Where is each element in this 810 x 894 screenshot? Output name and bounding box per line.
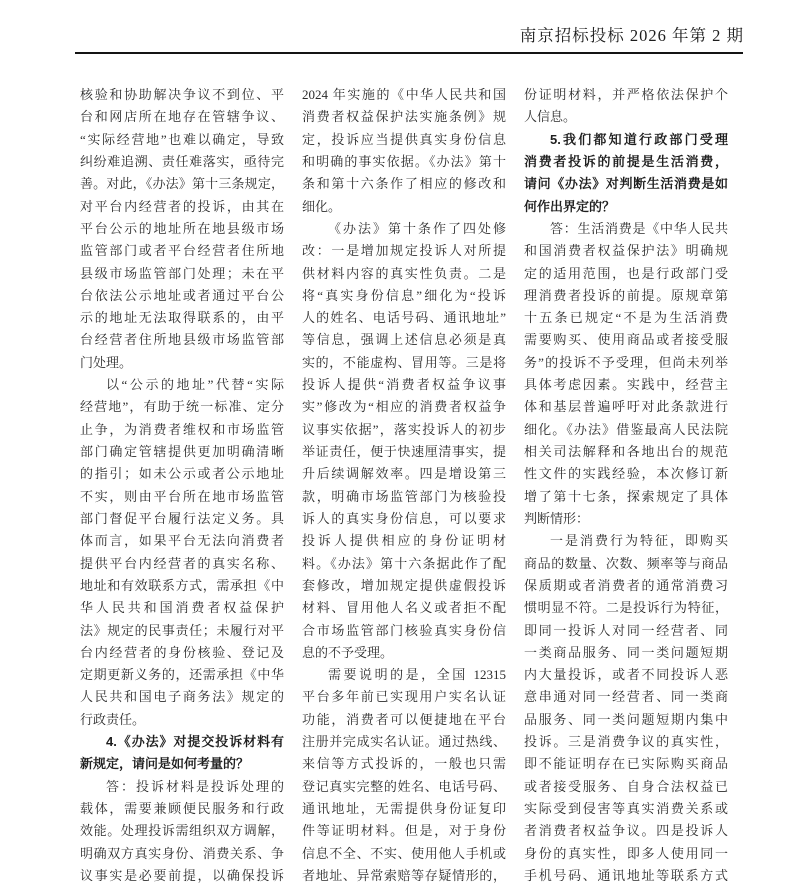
body-text-line: 平台公示的地址所在地县级市场 — [80, 220, 284, 236]
body-text-line: 答：生活消费是《中华人民共 — [550, 220, 728, 236]
body-text-line: 纠纷难追溯、责任难落实，亟待完 — [80, 153, 284, 169]
body-text-line: 投诉。三是消费争议的真实性， — [524, 734, 728, 750]
journal-issue-title: 南京招标投标 2026 年第 2 期 — [519, 26, 744, 45]
body-text-line: 惯明显不符。二是投诉行为特征， — [524, 600, 728, 616]
body-text-line: 体而言，如果平台无法向消费者 — [80, 533, 284, 549]
body-text-line: 理消费者投诉的前提。原规章第 — [524, 287, 728, 303]
body-text-line: 条和第十六条作了相应的修改和 — [302, 176, 506, 192]
body-text-line: 华人民共和国消费者权益保护 — [80, 600, 284, 616]
body-text-line: 明确双方真实身份、消费关系、争 — [80, 845, 284, 861]
body-text-line: 议事实依据”，落实投诉人的初步 — [302, 421, 506, 437]
body-text-line: “实际经营地”也难以确定，导致 — [80, 131, 284, 147]
question-heading-line: 新规定，请问是如何考量的？ — [80, 756, 250, 772]
body-text-line: 具体考虑因素。实践中，经营主 — [524, 377, 728, 393]
question-heading-line: 4.《办法》对提交投诉材料有 — [106, 734, 284, 750]
body-text-line: 供材料内容的真实性负责。二是 — [302, 265, 506, 281]
body-text-line: 2024 年实施的《中华人民共和国 — [302, 87, 506, 102]
body-text-line: 实”修改为“相应的消费者权益争 — [302, 399, 506, 415]
body-text-line: 人民共和国电子商务法》规定的 — [80, 689, 284, 705]
body-text-line: 和明确的事实依据。《办法》第十 — [302, 153, 506, 169]
body-text-line: 通讯地址，无需提供身份证复印 — [302, 801, 506, 816]
body-text-line: 注册并完成实名认证。通过热线、 — [302, 734, 506, 750]
body-text-line: 细化。 — [302, 198, 342, 214]
body-text-line: 善。对此，《办法》第十三条规定， — [80, 176, 284, 192]
body-text-line: 和国消费者权益保护法》明确规 — [524, 243, 728, 259]
body-text-line: 门处理。 — [80, 354, 133, 370]
body-text-line: 等信息，强调上述信息必须是真 — [302, 332, 506, 348]
body-text-line: 定，投诉应当提供真实身份信息 — [302, 131, 506, 147]
body-text-line: 投诉人提供相应的身份证明材 — [302, 533, 506, 549]
body-text-line: 《办法》第十条作了四处修 — [328, 220, 506, 236]
body-text-line: 来信等方式投诉的，一般也只需 — [302, 756, 506, 772]
body-text-line: 答：投诉材料是投诉处理的 — [106, 778, 284, 794]
body-text-line: 务”的投诉不予受理，但尚未列举 — [524, 354, 728, 370]
body-text-line: 法》规定的民事责任；未履行对平 — [80, 622, 284, 638]
body-text-line: 信息不全、不实、使用他人手机或 — [302, 845, 506, 861]
body-text-line: 对平台内经营者的投诉，由其在 — [80, 198, 284, 214]
body-text-line: 内大量投诉，或者不同投诉人恶 — [524, 667, 728, 683]
body-text-line: 即不能证明存在已实际购买商品 — [524, 756, 728, 772]
body-text-line: 议事实是必要前提，以确保投诉 — [80, 867, 284, 883]
body-text-line: 台经营者住所地县级市场监管部 — [80, 332, 284, 348]
body-text-line: 定期更新义务的，还需承担《中华 — [80, 667, 284, 683]
body-text-line: 实的，不能虚构、冒用等。三是将 — [302, 354, 506, 370]
body-text-line: 保质期或者消费者的通常消费习 — [524, 577, 728, 593]
body-text-line: 的指引；如未公示或者公示地址 — [80, 466, 284, 482]
body-text-line: 套修改，增加规定提供虚假投诉 — [302, 577, 506, 593]
body-text-line: 消费者权益保护法实施条例》规 — [302, 109, 506, 125]
question-heading-line: 何作出界定的？ — [524, 198, 616, 214]
header-divider — [75, 52, 743, 54]
body-text-line: 以“公示的地址”代替“实际 — [106, 377, 284, 393]
body-text-line: 需要说明的是，全国 12315 — [328, 667, 506, 683]
body-text-line: 意串通对同一经营者、同一类商 — [524, 689, 728, 705]
body-text-line: 材料、冒用他人名义或者拒不配 — [302, 600, 506, 616]
body-text-line: 台和网店所在地存在管辖争议、 — [80, 109, 284, 125]
body-text-line: 止争，为消费者维权和市场监管 — [80, 421, 284, 437]
body-text-line: 身份的真实性，即多人使用同一 — [524, 845, 728, 861]
body-text-line: 举证责任，便于快速厘清事实，提 — [302, 444, 506, 459]
body-text-line: 一是消费行为特征，即购买 — [550, 533, 728, 549]
body-text-line: 款，明确市场监管部门为核验投 — [302, 488, 506, 504]
body-text-line: 料。《办法》第十六条据此作了配 — [302, 555, 506, 571]
body-text-line: 即同一投诉人对同一经营者、同 — [524, 622, 728, 638]
body-text-line: 件等证明材料。但是，对于身份 — [302, 823, 506, 839]
body-text-line: 部门确定管辖提供更加明确清晰 — [80, 444, 284, 459]
body-text-line: 或者接受服务、自身合法权益已 — [524, 778, 728, 794]
body-text-line: 台内经营者的身份核验、登记及 — [80, 644, 284, 660]
body-text-line: 县级市场监管部门处理；未在平 — [80, 265, 284, 281]
body-text-line: 相关司法解释和各地出台的规范 — [524, 444, 728, 459]
body-text-line: 一类商品服务、同一类问题短期 — [524, 644, 728, 660]
body-text-line: 品服务、同一类问题短期内集中 — [524, 711, 728, 727]
body-text-line: 手机号码、通讯地址等联系方式 — [524, 867, 728, 883]
body-text-line: 部门督促平台履行法定义务。具 — [80, 510, 284, 526]
body-text-line: 经营地”，有助于统一标准、定分 — [80, 399, 284, 415]
article-body — [80, 84, 728, 887]
body-text-line: 需要购买、使用商品或者接受服 — [524, 332, 728, 348]
question-heading-line: 5.我们都知道行政部门受理 — [550, 131, 728, 147]
body-text-line: 者地址、异常索赔等存疑情形的， — [302, 867, 506, 883]
body-text-line: 体和基层普遍呼吁对此条款进行 — [524, 399, 728, 415]
body-text-line: 载体，需要兼顾便民服务和行政 — [80, 801, 284, 816]
body-text-line: 细化。《办法》借鉴最高人民法院 — [524, 421, 728, 437]
body-text-line: 功能，消费者可以便捷地在平台 — [302, 711, 506, 727]
body-text-line: 核验和协助解决争议不到位、平 — [80, 87, 284, 102]
question-heading-line: 请问《办法》对判断生活消费是如 — [524, 176, 728, 192]
body-text-line: 人的姓名、电话号码、通讯地址” — [302, 310, 506, 326]
body-text-line: 不实，则由平台所在地市场监管 — [80, 488, 284, 504]
body-text-line: 平台多年前已实现用户实名认证 — [302, 689, 506, 705]
body-text-line: 实际受到侵害等真实消费关系或 — [524, 801, 728, 816]
body-text-line: 升后续调解效率。四是增设第三 — [302, 466, 506, 482]
body-text-line: 诉人的真实身份信息，可以要求 — [302, 510, 506, 526]
body-text-line: 提供平台内经营者的真实名称、 — [80, 555, 284, 571]
body-text-line: 地址和有效联系方式，需承担《中 — [80, 577, 284, 593]
body-text-line: 判断情形： — [524, 510, 590, 526]
body-text-line: 商品的数量、次数、频率等与商品 — [524, 555, 728, 571]
body-text-line: 定的适用范围，也是行政部门受 — [524, 265, 728, 281]
body-text-line: 十五条已规定“不是为生活消费 — [524, 310, 728, 326]
body-text-line: 监管部门或者平台经营者住所地 — [80, 243, 284, 259]
body-text-line: 台依法公示地址或者通过平台公 — [80, 287, 284, 303]
body-text-line: 效能。处理投诉需组织双方调解， — [80, 823, 284, 839]
question-heading-line: 消费者投诉的前提是生活消费， — [524, 153, 728, 169]
body-text-line: 将“真实身份信息”细化为“投诉 — [302, 287, 506, 303]
body-text-line: 份证明材料，并严格依法保护个 — [524, 87, 728, 102]
body-text-line: 合市场监管部门核验真实身份信 — [302, 622, 506, 638]
body-text-line: 登记真实完整的姓名、电话号码、 — [302, 778, 506, 794]
body-text-line: 增了第十七条，探索规定了具体 — [524, 488, 728, 504]
page-header — [520, 22, 744, 46]
body-text-line: 性文件的实践经验，本次修订新 — [524, 466, 728, 482]
body-text-line: 者消费者权益争议。四是投诉人 — [524, 823, 728, 839]
text-column-2 — [302, 84, 506, 887]
text-column-3 — [524, 84, 728, 887]
text-column-1 — [80, 84, 284, 887]
body-text-line: 投诉人提供“消费者权益争议事 — [302, 377, 506, 393]
body-text-line: 示的地址无法取得联系的，由平 — [80, 310, 284, 326]
body-text-line: 行政责任。 — [80, 711, 146, 727]
body-text-line: 息的不予受理。 — [302, 644, 394, 660]
body-text-line: 人信息。 — [524, 109, 577, 125]
body-text-line: 改：一是增加规定投诉人对所提 — [302, 243, 506, 259]
